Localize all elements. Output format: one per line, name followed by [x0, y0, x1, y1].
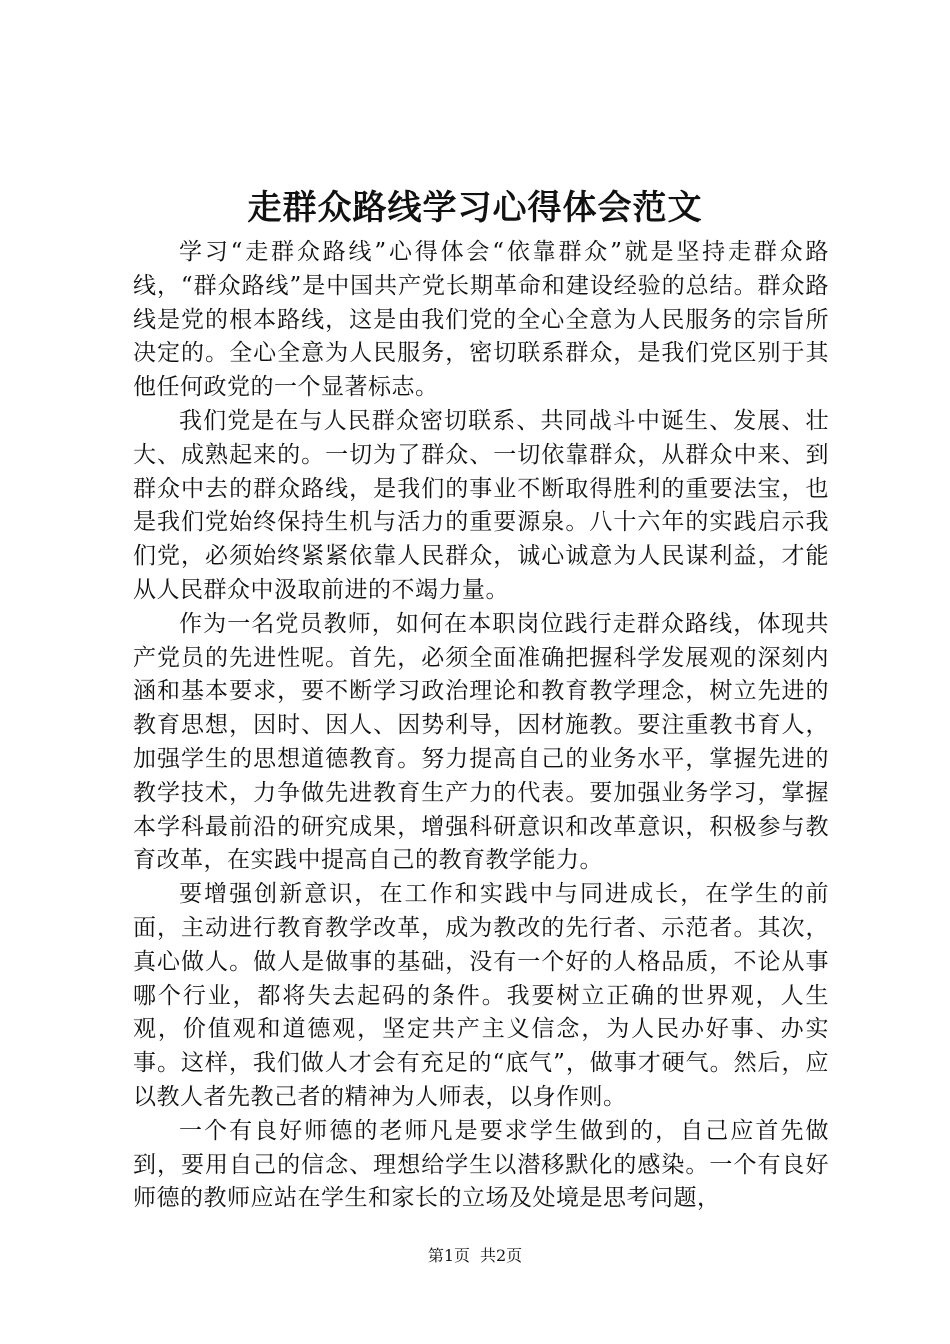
- paragraph: 我们党是在与人民群众密切联系、共同战斗中诞生、发展、壮大、成熟起来的。一切为了群众、一切依靠群众，从群众中来、到群众中去的群众路线，是我们的事业不断取得胜利的重要法宝，也是我们党始终保持生机与活力的重要源泉。八十六年的实践启示我们党，必须始终紧紧依靠人民群众，诚心诚意为人民谋利益，才能从人民群众中汲取前进的不竭力量。: [133, 407, 829, 603]
- page-number: 第1页: [427, 1246, 470, 1265]
- page-total: 共2页: [480, 1246, 523, 1265]
- paragraph: 学习“走群众路线”心得体会“依靠群众”就是坚持走群众路线，“群众路线”是中国共产党长期革命和建设经验的总结。群众路线是党的根本路线，这是由我们党的全心全意为人民服务的宗旨所决定的。全心全意为人民服务，密切联系群众，是我们党区别于其他任何政党的一个显著标志。: [133, 239, 829, 401]
- document-body: [133, 236, 829, 1216]
- paragraph: 一个有良好师德的老师凡是要求学生做到的，自己应首先做到，要用自己的信念、理想给学生以潜移默化的感染。一个有良好师德的教师应站在学生和家长的立场及处境是思考问题，: [133, 1117, 829, 1212]
- page-footer: [0, 1245, 950, 1267]
- document-title: 走群众路线学习心得体会范文: [247, 188, 703, 228]
- paragraph: 作为一名党员教师，如何在本职岗位践行走群众路线，体现共产党员的先进性呢。首先，必须全面准确把握科学发展观的深刻内涵和基本要求，要不断学习政治理论和教育教学理念，树立先进的教育思想，因时、因人、因势利导，因材施教。要注重教书育人，加强学生的思想道德教育。努力提高自己的业务水平，掌握先进的教学技术，力争做先进教育生产力的代表。要加强业务学习，掌握本学科最前沿的研究成果，增强科研意识和改革意识，积极参与教育改革，在实践中提高自己的教育教学能力。: [133, 610, 829, 874]
- paragraph: 要增强创新意识，在工作和实践中与同进成长，在学生的前面，主动进行教育教学改革，成为教改的先行者、示范者。其次，真心做人。做人是做事的基础，没有一个好的人格品质，不论从事哪个行业，都将失去起码的条件。我要树立正确的世界观，人生观，价值观和道德观，坚定共产主义信念，为人民办好事、办实事。这样，我们做人才会有充足的“底气”，做事才硬气。然后，应以教人者先教己者的精神为人师表，以身作则。: [133, 881, 829, 1110]
